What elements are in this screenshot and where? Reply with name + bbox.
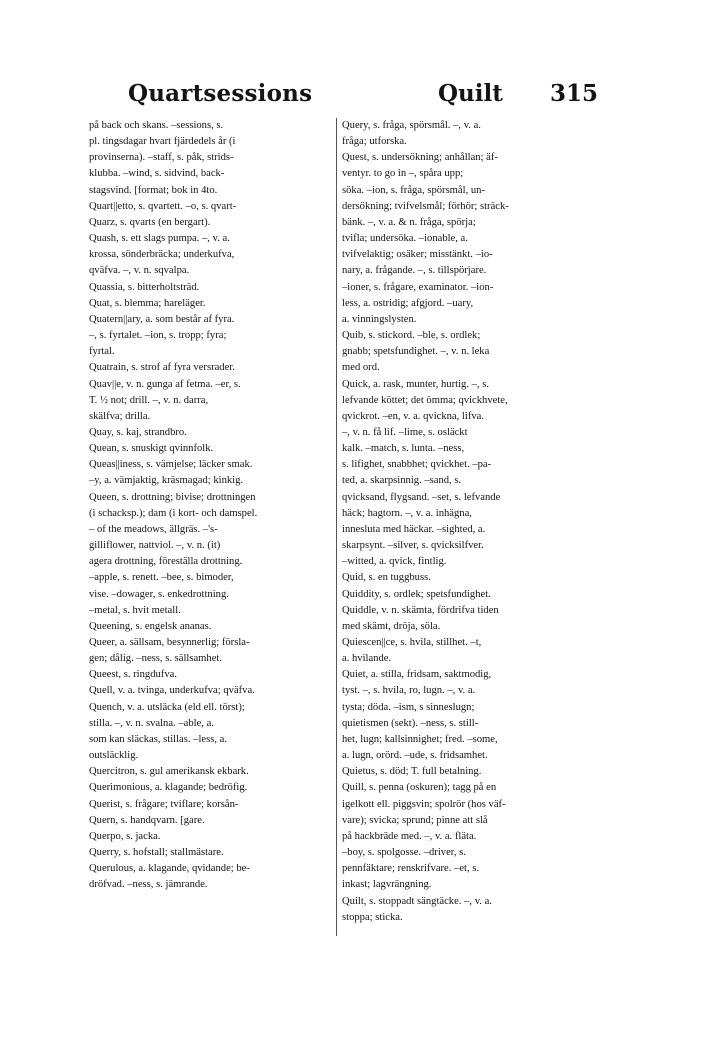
entry-line: qvicksand, flygsand. –set, s. lefvande [342, 491, 501, 503]
entry-line: Queest, s. ringdufva. [89, 669, 177, 681]
entry-line: less, a. ostridig; afgjord. –uary, [342, 297, 474, 309]
entry-line: kalk. –match, s. lunta. –ness, [342, 443, 465, 455]
entry-line: bänk. –, v. a. & n. fråga, spörja; [342, 216, 476, 228]
entry-line: Quib, s. stickord. –ble, s. ordlek; [342, 330, 481, 342]
entry-line: qväfva. –, v. n. sqvalpa. [89, 265, 190, 277]
entry-line: lefvande köttet; det ömma; qvickhvete, [342, 394, 508, 406]
entry-line: Quietus, s. död; T. full betalning. [342, 766, 482, 778]
entry-line: stilla. –, v. n. svalna. –able, a. [89, 717, 214, 729]
entry-line: Querry, s. hofstall; stallmästare. [89, 847, 224, 859]
entry-line: Queas||iness, s. vämjelse; läcker smak. [89, 459, 253, 471]
entry-line: a. lugn, orörd. –ude, s. fridsamhet. [342, 750, 488, 762]
entry-line: igelkott ell. piggsvin; spolrör (hos väf- [342, 798, 506, 810]
column-divider [336, 118, 337, 936]
entry-line: het, lugn; kallsinnighet; fred. –some, [342, 733, 498, 745]
entry-line: T. ½ not; drill. –, v. n. darra, [89, 394, 209, 406]
entry-line: Quay, s. kaj, strandbro. [89, 426, 187, 438]
entry-line: stagsvind. [format; bok in 4to. [89, 184, 218, 196]
entry-line: ventyr. to go in –, spåra upp; [342, 168, 464, 180]
entry-line: tysta; döda. –ism, s sinneslugn; [342, 701, 475, 713]
entry-line: –y, a. vämjaktig, kräsmagad; kinkig. [89, 475, 244, 487]
running-head-left: Quartsessions [128, 80, 313, 107]
entry-line: agera drottning, föreställa drottning. [89, 556, 243, 568]
entry-line: stoppa; sticka. [342, 911, 403, 923]
entry-line: – of the meadows, ällgräs. –'s- [89, 523, 218, 535]
entry-line: dersökning; tvifvelsmål; förhör; sträck- [342, 200, 509, 212]
entry-line: Query, s. fråga, spörsmål. –, v. a. [342, 120, 481, 131]
entry-line: ted, a. skarpsinnig. –sand, s. [342, 475, 462, 487]
entry-line: gilliflower, nattviol. –, v. n. (it) [89, 540, 221, 552]
entry-line: Quatrain, s. strof af fyra versrader. [89, 362, 235, 374]
entry-line: Quilt, s. stoppadt sängtäcke. –, v. a. [342, 895, 492, 907]
entry-line: vare); svicka; sprund; pinne att slå [342, 814, 488, 826]
entry-line: gnabb; spetsfundighet. –, v. n. leka [342, 346, 490, 358]
entry-line: pl. tingsdagar hvart fjärdedels år (i [89, 136, 236, 148]
entry-line: tvifvelaktig; osäker; misstänkt. –io- [342, 249, 493, 261]
running-head-center: Quilt [438, 80, 503, 107]
entry-line: innesluta med häckar. –sighted, a. [342, 523, 486, 535]
page-header [100, 80, 600, 114]
entry-line: Quid, s. en tuggbuss. [342, 572, 431, 584]
entry-line: Quench, v. a. utsläcka (eld ell. törst); [89, 701, 245, 713]
entry-line: a. hvilande. [342, 653, 392, 665]
right-column [342, 118, 600, 938]
entry-line: fyrtal. [89, 346, 115, 358]
entry-line: dröfvad. –ness, s. jämrande. [89, 879, 208, 891]
entry-line: klubba. –wind, s. sidvind, back- [89, 168, 225, 180]
entry-line: Queer, a. sällsam, besynnerlig; förslа- [89, 637, 250, 648]
entry-line: Quav||e, v. n. gunga af fetma. –er, s. [89, 378, 241, 390]
entry-line: nary, a. frågande. –, s. tillspörjare. [342, 265, 487, 277]
entry-line: Querist, s. frågare; tviflare; korsån- [89, 798, 239, 810]
entry-line: Queening, s. engelsk ananas. [89, 620, 212, 632]
entry-line: –, v. n. få lif. –lime, s. osläckt [342, 426, 468, 438]
entry-line: Quarz, s. qvarts (en bergart). [89, 216, 211, 228]
entry-line: Quean, s. snuskigt qvinnfolk. [89, 443, 214, 455]
entry-line: Quiddle, v. n. skämta, fördrifva tiden [342, 604, 499, 616]
entry-line: Querpo, s. jacka. [89, 830, 161, 842]
entry-line: Quatern||ary, a. som består af fyra. [89, 313, 235, 325]
entry-line: söka. –ion, s. fråga, spörsmål, un- [342, 184, 485, 196]
entry-line: Quassia, s. bitterholtsträd. [89, 281, 200, 293]
entry-line: Quiet, a. stilla, fridsam, saktmodig, [342, 669, 492, 681]
entry-line: Quart||etto, s. qvartett. –o, s. qvart- [89, 200, 237, 212]
entry-line: (i schacksp.); dam (i kort- och damspel. [89, 507, 258, 519]
entry-line: –ioner, s. frågare, examinator. –ion- [342, 281, 494, 293]
entry-line: gen; dålig. –ness, s. sällsamhet. [89, 653, 222, 665]
entry-line: –metal, s. hvit metall. [89, 604, 181, 616]
entry-line: –witted, a. qvick, fintlig. [342, 556, 447, 568]
entry-line: på hackbräde med. –, v. a. fläta. [342, 830, 477, 842]
entry-line: tvifla; undersöka. –ionable, a. [342, 233, 468, 245]
entry-line: Quercitron, s. gul amerikansk ekbark. [89, 766, 249, 778]
entry-line: Quat, s. blemma; hareläger. [89, 297, 206, 309]
entry-line: på back och skans. –sessions, s. [89, 120, 224, 131]
entry-line: qvickrot. –en, v. a. qvickna, lifva. [342, 410, 484, 422]
entry-line: skarpsynt. –silver, s. qvicksilfver. [342, 540, 484, 552]
entry-line: –apple, s. renett. –bee, s. bimoder, [89, 572, 234, 584]
entry-line: Queen, s. drottning; bivise; drottningen [89, 491, 256, 503]
entry-line: Quash, s. ett slags pumpa. –, v. a. [89, 233, 230, 245]
entry-line: a. vinningslysten. [342, 313, 417, 325]
entry-line: Quell, v. a. tvinga, underkufva; qväfva. [89, 685, 255, 697]
entry-line: quietismen (sekt). –ness, s. still- [342, 717, 479, 729]
entry-line: pennfäktare; renskrifvare. –et, s. [342, 863, 480, 875]
entry-line: outsläcklig. [89, 750, 139, 762]
entry-line: Quern, s. handqvarn. [gare. [89, 814, 205, 826]
entry-line: Quest, s. undersökning; anhållan; äf- [342, 152, 498, 164]
entry-line: fråga; utforska. [342, 136, 407, 148]
entry-line: häck; hagtorn. –, v. a. inhägna, [342, 507, 472, 519]
entry-line: –boy, s. spolgosse. –driver, s. [342, 847, 466, 859]
entry-line: skälfva; drilla. [89, 410, 151, 422]
entry-line: med skämt, dröja, söla. [342, 620, 441, 632]
entry-line: med ord. [342, 362, 380, 374]
entry-line: –, s. fyrtalet. –ion, s. tropp; fyra; [89, 330, 227, 342]
entry-line: Quiescen||ce, s. hvila, stillhet. –t, [342, 637, 482, 648]
entry-line: Quick, a. rask, munter, hurtig. –, s. [342, 378, 489, 390]
entry-line: krossa, sönderbräcka; underkufva, [89, 249, 235, 261]
entry-line: Querulous, a. klagande, qvidande; be- [89, 863, 250, 875]
entry-line: tyst. –, s. hvila, ro, lugn. –, v. a. [342, 685, 476, 697]
left-column [89, 118, 333, 948]
entry-line: vise. –dowager, s. enkedrottning. [89, 588, 229, 600]
entry-line: s. lifighet, snabbhet; qvickhet. –pa- [342, 459, 492, 471]
entry-line: provinserna). –staff, s. påk, strids- [89, 152, 234, 164]
entry-line: inkast; lagvrängning. [342, 879, 432, 891]
entry-line: Querimonious, a. klagande; bedröfig. [89, 782, 248, 794]
page-number: 315 [549, 80, 598, 107]
entry-line: Quiddity, s. ordlek; spetsfundighet. [342, 588, 491, 600]
entry-line: som kan släckas, stillas. –less, a. [89, 733, 227, 745]
entry-line: Quill, s. penna (oskuren); tagg på en [342, 782, 497, 794]
